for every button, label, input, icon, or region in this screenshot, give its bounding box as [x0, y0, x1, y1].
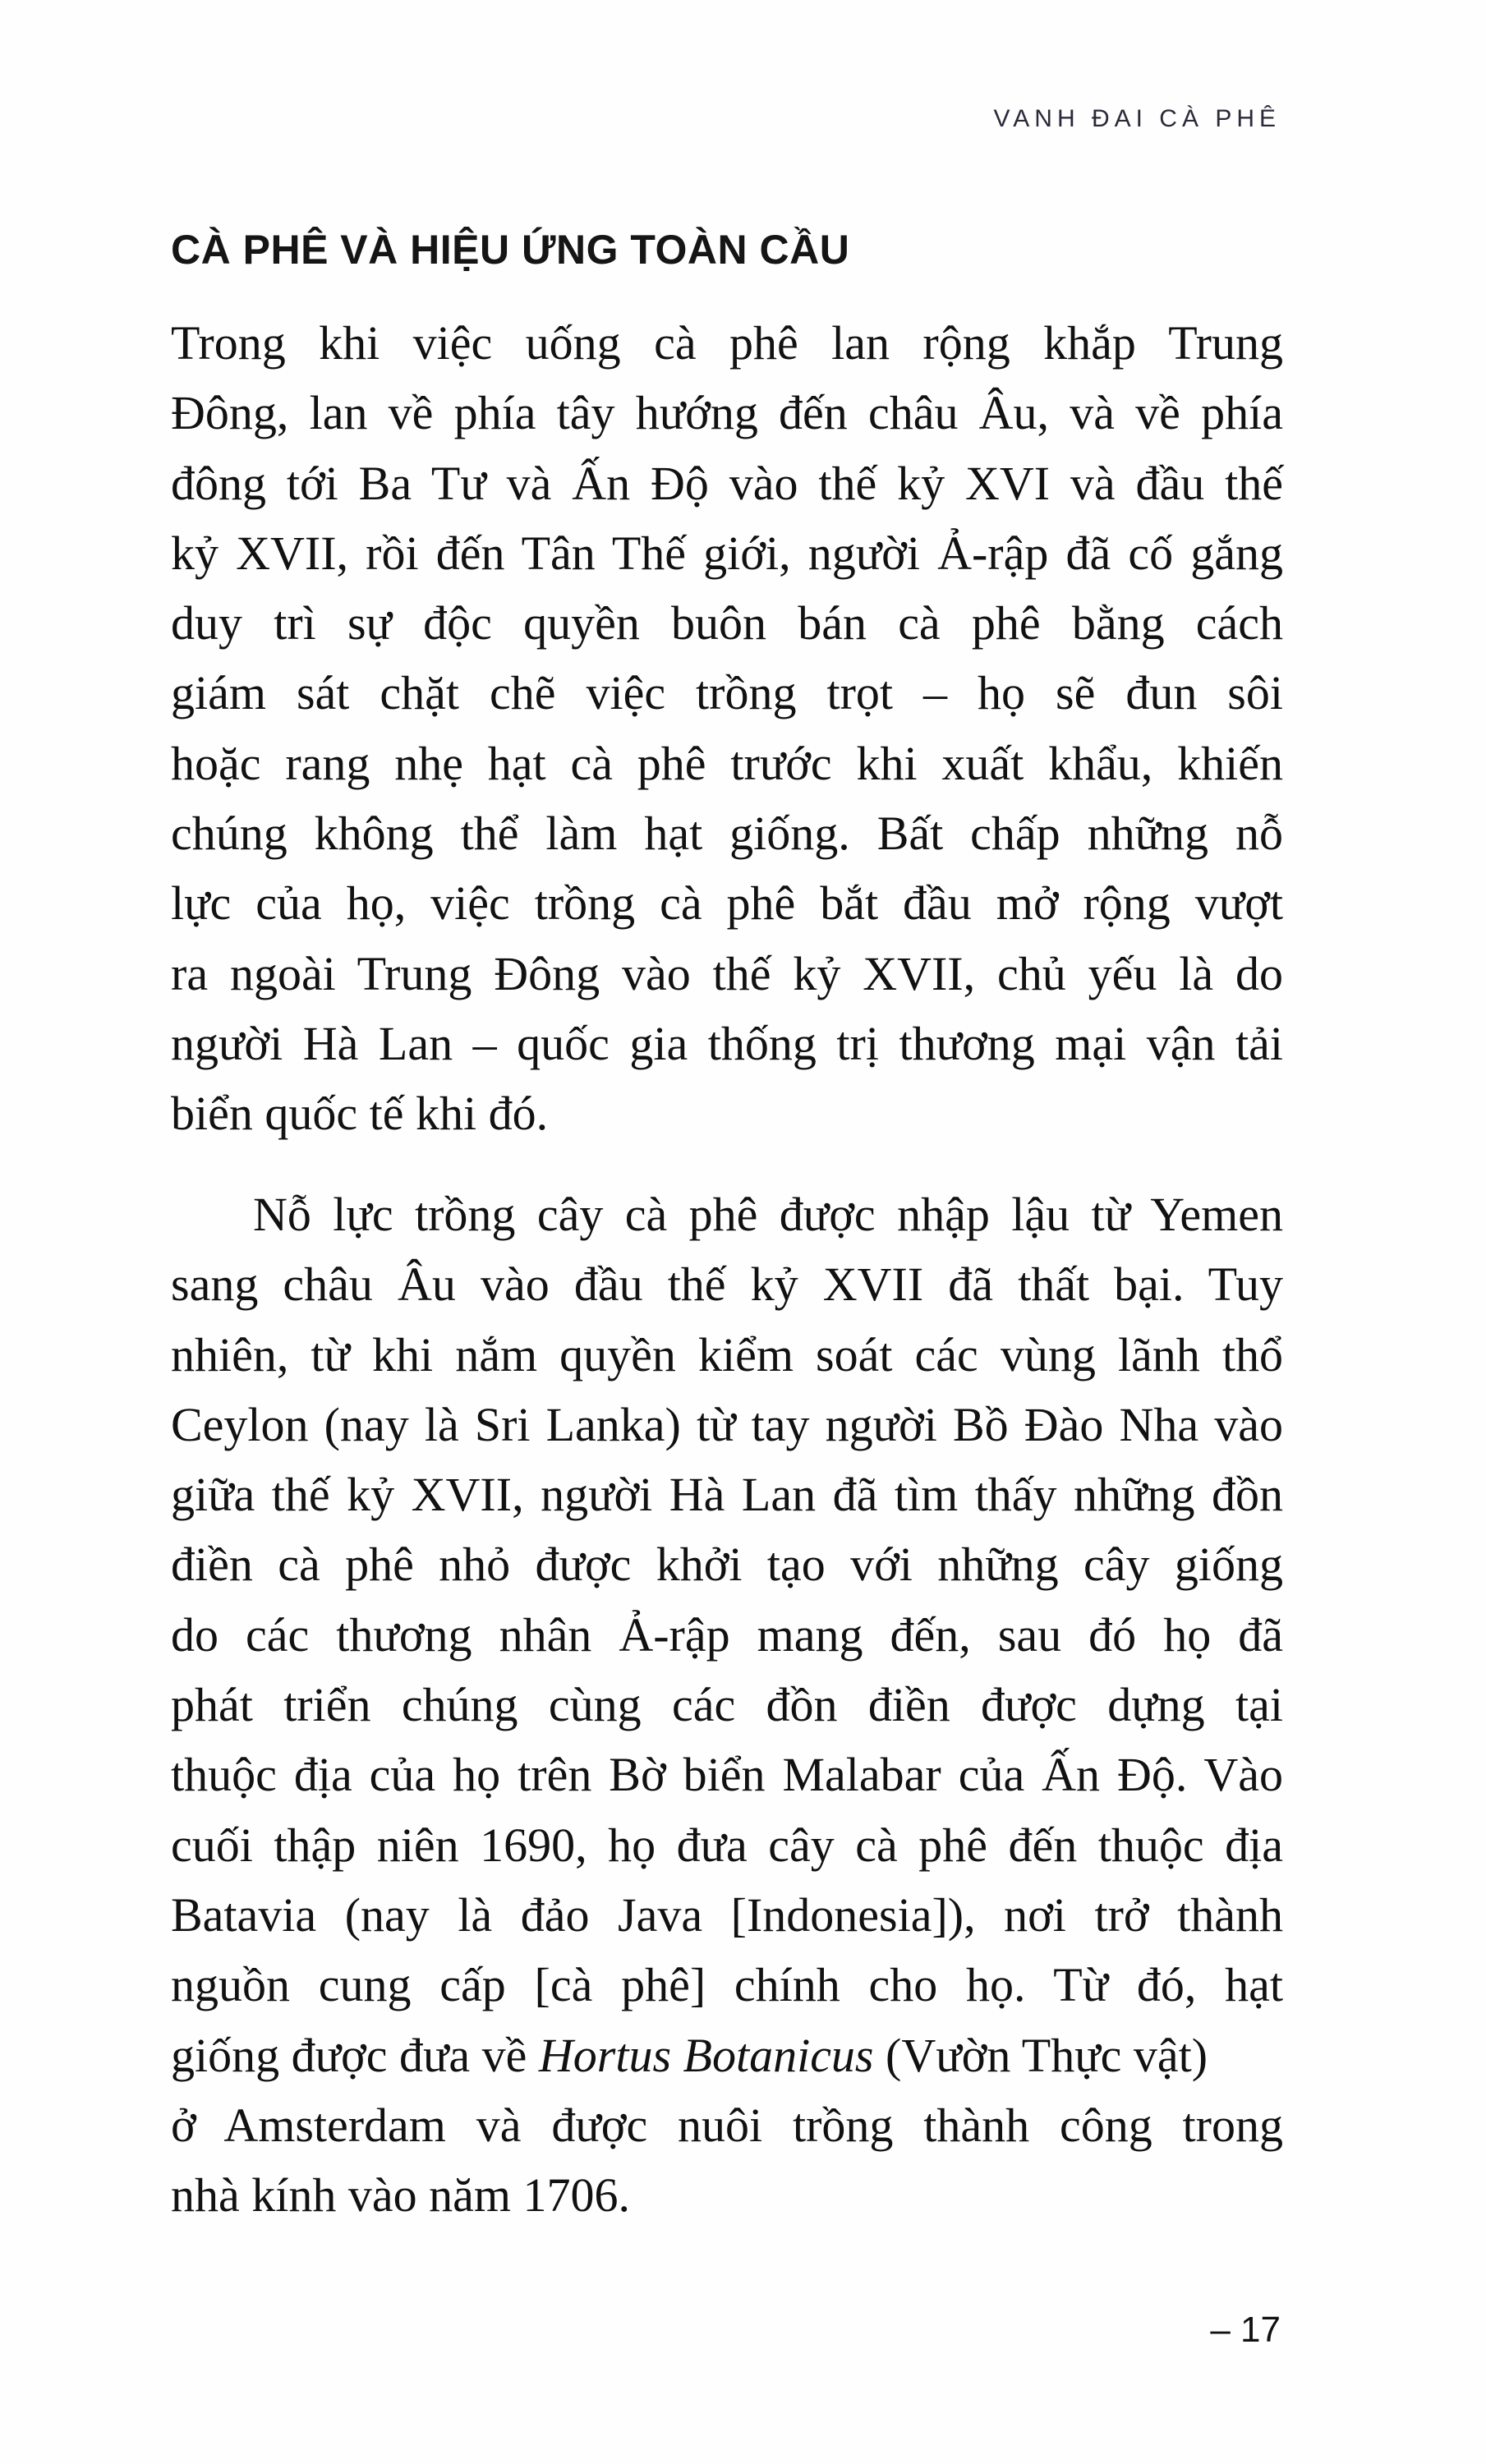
- text-line: ở Amsterdam và được nuôi trồng thành công trong: [171, 2098, 1283, 2152]
- paragraph-2: [171, 1179, 1283, 2230]
- text-line: thuộc địa của họ trên Bờ biển Malabar của Ấn Độ. Vào: [171, 1748, 1283, 1802]
- section-title: CÀ PHÊ VÀ HIỆU ỨNG TOÀN CẦU: [171, 227, 850, 273]
- text-line: sang châu Âu vào đầu thế kỷ XVII đã thất bại. Tuy: [171, 1257, 1283, 1312]
- text-line: giữa thế kỷ XVII, người Hà Lan đã tìm thấy những đồn: [171, 1468, 1283, 1522]
- text-line: ra ngoài Trung Đông vào thế kỷ XVII, chủ yếu là do: [171, 946, 1283, 1000]
- text-line: lực của họ, việc trồng cà phê bắt đầu mở rộng vượt: [171, 876, 1283, 931]
- text-line: đông tới Ba Tư và Ấn Độ vào thế kỷ XVI và đầu thế: [171, 456, 1283, 510]
- text-line-with-italic: [171, 2020, 1283, 2090]
- page-number: – 17: [1210, 2310, 1281, 2350]
- text-line: biển quốc tế khi đó.: [171, 1087, 549, 1141]
- text-line: Batavia (nay là đảo Java [Indonesia]), nơi trở thành: [171, 1887, 1283, 1942]
- text-segment: giống được đưa về: [171, 2028, 539, 2082]
- text-line: do các thương nhân Ả-rập mang đến, sau đó họ đã: [171, 1607, 1283, 1662]
- text-line: nguồn cung cấp [cà phê] chính cho họ. Từ đó, hạt: [171, 1958, 1283, 2012]
- running-head: VANH ĐAI CÀ PHÊ: [993, 105, 1281, 132]
- text-line: giám sát chặt chẽ việc trồng trọt – họ sẽ đun sôi: [171, 666, 1283, 720]
- text-line: chúng không thể làm hạt giống. Bất chấp những nỗ: [171, 807, 1283, 861]
- text-line: nhà kính vào năm 1706.: [171, 2168, 630, 2223]
- text-line: cuối thập niên 1690, họ đưa cây cà phê đến thuộc địa: [171, 1818, 1283, 1872]
- text-line: duy trì sự độc quyền buôn bán cà phê bằng cách: [171, 596, 1283, 650]
- text-line: Nỗ lực trồng cây cà phê được nhập lậu từ Yemen: [253, 1188, 1283, 1241]
- text-line: điền cà phê nhỏ được khởi tạo với những cây giống: [171, 1538, 1283, 1592]
- text-segment: (Vườn Thực vật): [873, 2028, 1208, 2082]
- italic-term: Hortus Botanicus: [538, 2028, 874, 2082]
- text-line: Trong khi việc uống cà phê lan rộng khắp Trung: [171, 316, 1283, 370]
- text-line: Đông, lan về phía tây hướng đến châu Âu, và về phía: [171, 386, 1283, 440]
- text-line: nhiên, từ khi nắm quyền kiểm soát các vùng lãnh thổ: [171, 1327, 1283, 1381]
- text-line: kỷ XVII, rồi đến Tân Thế giới, người Ả-rập đã cố gắng: [171, 526, 1283, 580]
- text-line: người Hà Lan – quốc gia thống trị thương mại vận tải: [171, 1016, 1283, 1070]
- text-line: hoặc rang nhẹ hạt cà phê trước khi xuất khẩu, khiến: [171, 736, 1283, 790]
- text-line: phát triển chúng cùng các đồn điền được dựng tại: [171, 1678, 1283, 1732]
- text-line: Ceylon (nay là Sri Lanka) từ tay người Bồ Đào Nha vào: [171, 1397, 1283, 1451]
- paragraph-1: [171, 308, 1283, 1149]
